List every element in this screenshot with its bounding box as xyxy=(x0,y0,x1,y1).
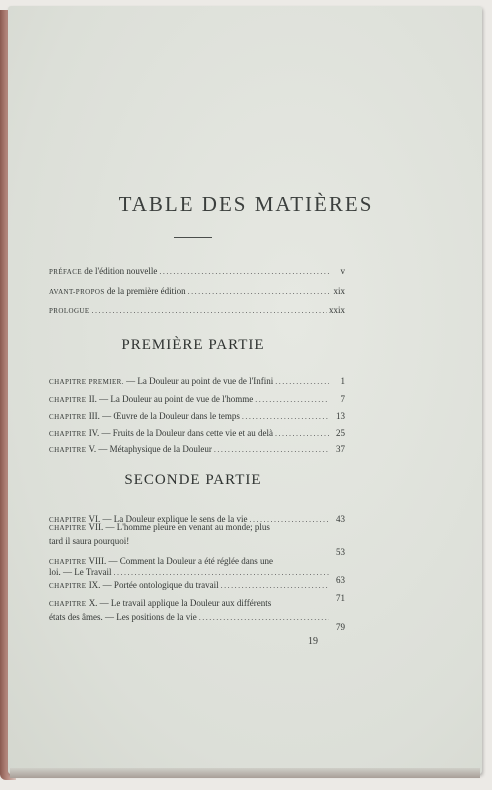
part-heading-seconde: SECONDE PARTIE xyxy=(124,472,262,488)
toc-entry-chapter-8: CHAPITRE VIII. — Comment la Douleur a été réglée dans une xyxy=(49,556,273,566)
toc-entry-chapter-4: CHAPITRE IV. — Fruits de la Douleur dans cette vie et au delà ..... 25 xyxy=(49,428,345,438)
page-number: 1 xyxy=(340,376,345,386)
page-number: 7 xyxy=(340,394,345,404)
page-number: xxix xyxy=(328,305,345,315)
page-number: 13 xyxy=(336,411,345,421)
toc-entry-prologue: PROLOGUE ..... xxix xyxy=(49,305,345,315)
toc-entry-chapter-6: CHAPITRE VI. — La Douleur explique le sens de la vie ..... 43 xyxy=(49,514,345,524)
page-title: TABLE DES MATIÈRES xyxy=(118,192,374,216)
page-number: 37 xyxy=(336,444,345,454)
page-number: 25 xyxy=(336,428,345,438)
page-number: 53 xyxy=(336,547,345,557)
page-number: 71 xyxy=(336,593,345,603)
toc-entry-chapter-3: CHAPITRE III. — Œuvre de la Douleur dans le temps ..... 13 xyxy=(49,411,345,421)
page-number: v xyxy=(340,266,345,276)
toc-entry-chapter-10: CHAPITRE X. — Le travail applique la Douleur aux différents xyxy=(49,598,272,608)
folio-number: 19 xyxy=(308,636,318,647)
toc-entry-chapter-1: CHAPITRE PREMIER. — La Douleur au point de vue de l'Infini ..... 1 xyxy=(49,376,345,386)
toc-entry-chapter-5: CHAPITRE V. — Métaphysique de la Douleur ..... 37 xyxy=(49,444,345,454)
toc-entry-preface: PRÉFACE de l'édition nouvelle ..... v xyxy=(49,266,345,276)
title-rule xyxy=(174,237,212,238)
page-number: 43 xyxy=(336,514,345,524)
toc-entry-chapter-8-cont: loi. — Le Travail ..... 63 xyxy=(49,567,345,577)
page-number: 79 xyxy=(336,622,345,632)
toc-entry-chapter-2: CHAPITRE II. — La Douleur au point de vue de l'homme ..... 7 xyxy=(49,394,345,404)
toc-entry-chapter-7: CHAPITRE VII. — L'homme pleure en venant au monde; plus xyxy=(49,522,270,532)
part-heading-premiere: PREMIÈRE PARTIE xyxy=(121,337,265,353)
toc-entry-chapter-9: CHAPITRE IX. — Portée ontologique du travail ..... 71 xyxy=(49,580,345,590)
page-number: 63 xyxy=(336,575,345,585)
book-page xyxy=(8,6,482,774)
page-edge xyxy=(10,768,480,778)
toc-entry-avant-propos: AVANT-PROPOS de la première édition ..... xix xyxy=(49,286,345,296)
toc-entry-chapter-7-cont: tard il saura pourquoi! 53 xyxy=(49,536,345,557)
page-number: xix xyxy=(333,286,345,296)
toc-entry-chapter-10-cont: états des âmes. — Les positions de la vie ..... 79 xyxy=(49,612,345,622)
